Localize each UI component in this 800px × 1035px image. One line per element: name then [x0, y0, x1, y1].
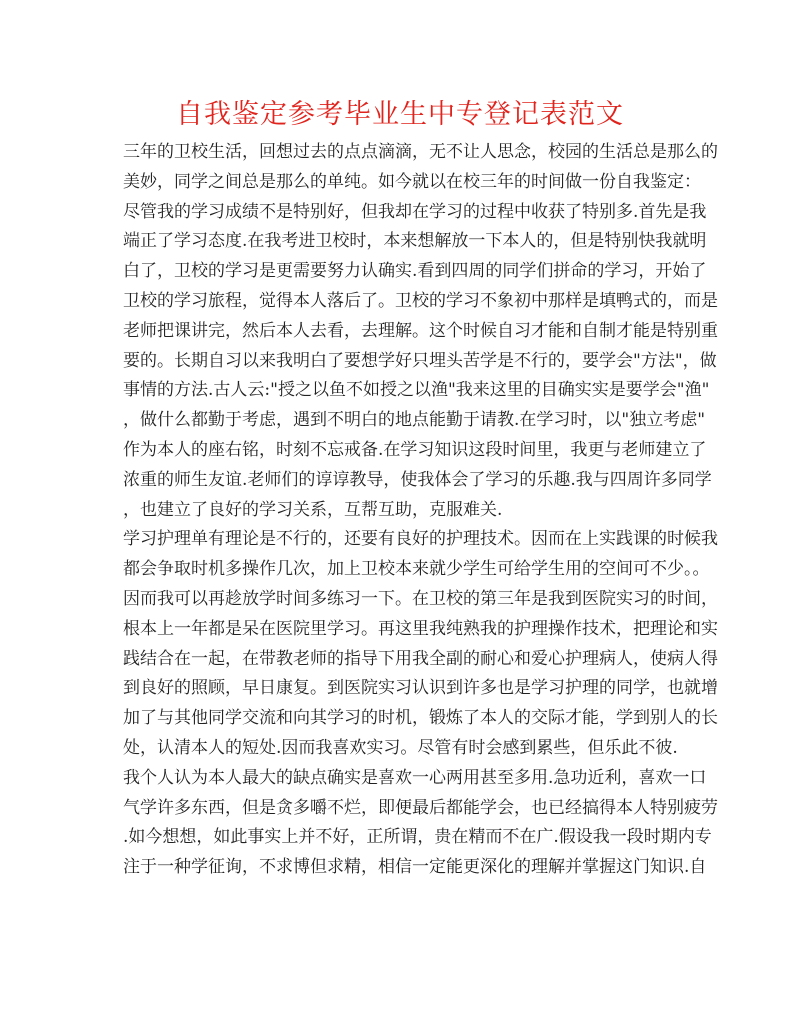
- text-line: ，也建立了良好的学习关系，互帮互助，克服难关.: [123, 499, 503, 520]
- text-line: ，做什么都勤于考虑，遇到不明白的地点能勤于请教.在学习时，以"独立考虑": [123, 410, 706, 431]
- text-line: 根本上一年都是呆在医院里学习。再这里我纯熟我的护理操作技术，把理论和实: [123, 618, 718, 639]
- text-line: 要的。长期自习以来我明白了要想学好只埋头苦学是不行的，要学会"方法"，做: [123, 350, 717, 371]
- text-line: 加了与其他同学交流和向其学习的时机，锻炼了本人的交际才能，学到别人的长: [123, 708, 718, 729]
- text-line: 老师把课讲完，然后本人去看，去理解。这个时候自习才能和自制才能是特别重: [123, 320, 718, 341]
- text-line: 白了，卫校的学习是更需要努力认确实.看到四周的同学们拼命的学习，开始了: [123, 261, 707, 282]
- text-line: 美妙，同学之间总是那么的单纯。如今就以在校三年的时间做一份自我鉴定：: [123, 171, 701, 192]
- document-title: 自我鉴定参考毕业生中专登记表范文: [176, 99, 624, 130]
- text-line: 气学许多东西，但是贪多嚼不烂，即便最后都能学会，也已经搞得本人特别疲劳: [123, 797, 718, 818]
- text-line: 端正了学习态度.在我考进卫校时，本来想解放一下本人的，但是特别快我就明: [123, 231, 707, 252]
- text-line: 因而我可以再趁放学时间多练习一下。在卫校的第三年是我到医院实习的时间，: [123, 588, 718, 609]
- text-line: .如今想想，如此事实上并不好，正所谓，贵在精而不在广.假设我一段时期内专: [123, 827, 712, 848]
- text-line: 都会争取时机多操作几次，加上卫校本来就少学生可给学生用的空间可不少。。: [123, 559, 710, 580]
- text-line: 事情的方法.古人云:"授之以鱼不如授之以渔"我来这里的目确实实是要学会"渔": [123, 380, 710, 401]
- text-line: 卫校的学习旅程，觉得本人落后了。卫校的学习不象初中那样是填鸭式的，而是: [123, 290, 718, 311]
- text-line: 注于一种学征询，不求博但求精，相信一定能更深化的理解并掌握这门知识.自: [123, 857, 707, 878]
- text-line: 学习护理单有理论是不行的，还要有良好的护理技术。因而在上实践课的时候我: [123, 529, 718, 550]
- text-line: 作为本人的座右铭，时刻不忘戒备.在学习知识这段时间里，我更与老师建立了: [123, 439, 707, 460]
- text-line: 我个人认为本人最大的缺点确实是喜欢一心两用甚至多用.急功近利，喜欢一口: [123, 767, 707, 788]
- text-line: 三年的卫校生活，回想过去的点点滴滴，无不让人思念，校园的生活总是那么的: [123, 142, 718, 162]
- text-line: 浓重的师生友谊.老师们的谆谆教导，使我体会了学习的乐趣.我与四周许多同学: [123, 469, 712, 490]
- text-line: 尽管我的学习成绩不是特别好，但我却在学习的过程中收获了特别多.首先是我: [123, 201, 707, 222]
- text-line: 践结合在一起，在带教老师的指导下用我全副的耐心和爱心护理病人，使病人得: [123, 648, 718, 669]
- text-line: 处，认清本人的短处.因而我喜欢实习。尽管有时会感到累些，但乐此不彼.: [123, 737, 678, 758]
- document-body: [123, 138, 718, 883]
- text-line: 到良好的照顾，早日康复。到医院实习认识到许多也是学习护理的同学，也就增: [123, 678, 718, 699]
